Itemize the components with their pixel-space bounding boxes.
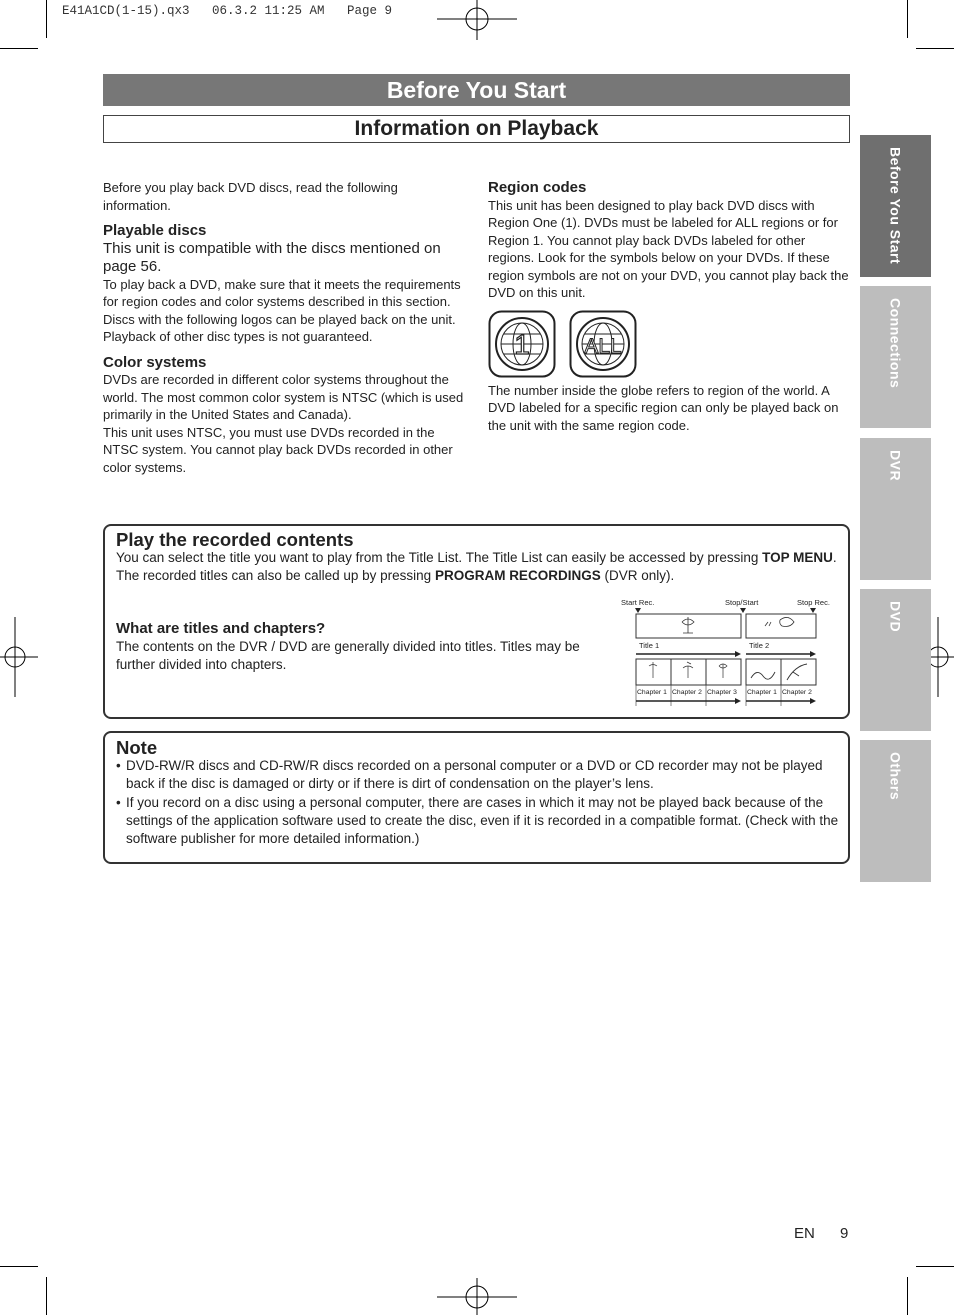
playable-discs-heading: Playable discs [103,222,207,239]
registration-mark-icon [0,617,40,697]
page-number: 9 [840,1225,849,1242]
tab-label: DVD [887,601,904,633]
play-recorded-contents-box [103,524,850,719]
tab-others[interactable] [860,740,931,882]
footer-language: EN [794,1225,815,1242]
titles-chapters-body: The contents on the DVR / DVD are generally divided into titles. Titles may be further divided into chapters. [116,639,580,672]
tab-before-you-start[interactable] [860,135,931,277]
region-all-logo-icon [569,310,637,378]
stop-start-label: Stop/Start [725,598,759,607]
start-rec-label: Start Rec. [621,598,655,607]
titles-chapters-heading: What are titles and chapters? [116,620,326,637]
crop-mark [46,0,47,38]
right-column [488,179,850,434]
tab-dvr[interactable] [860,438,931,580]
region-codes-body: This unit has been designed to play back DVD discs with Region One (1). DVDs must be labeled for ALL regions or for Region 1. You cannot play back DVDs labeled for other regions. Look for the symbols below on your DVDs. If these region symbols are not on your DVD, you cannot play back the DVD on this unit. [488,197,849,300]
tab-label: Before You Start [887,147,904,265]
title-1-label: Title 1 [639,641,660,650]
tab-label: Others [887,752,904,801]
titles-chapters-text [116,620,606,674]
chapter-label: Chapter 2 [782,689,812,696]
playable-discs-body: To play back a DVD, make sure that it meets the requirements for region codes and color systems described in this section. Discs with the following logos can be played back on the unit. Playback of other disc types is not guaranteed. [103,276,461,344]
note-item: • DVD-RW/R discs and CD-RW/R discs recorded on a personal computer or a DVD or CD recorder may not be played back if the disc is damaged or dirty or if there is dirt of condensation on the player’s lens. [116,757,842,793]
registration-mark-icon [437,1278,517,1315]
crop-mark [0,1266,38,1267]
crop-mark [907,0,908,38]
play-box-text-run: The recorded titles can also be called up by pressing [116,568,435,583]
play-box-text-run: . [832,550,837,565]
title-2-label: Title 2 [749,641,770,650]
chapter-label: Chapter 1 [747,689,777,696]
stop-rec-label: Stop Rec. [797,598,830,607]
top-menu-label: TOP MENU [762,550,833,565]
chapter-label: Chapter 1 [637,689,667,696]
crop-mark [916,48,954,49]
color-systems-body: This unit uses NTSC, you must use DVDs recorded in the NTSC system. You cannot play back DVDs recorded in other color systems. [103,424,453,475]
color-systems-body: DVDs are recorded in different color systems throughout the world. The most common color system is NTSC (which is used primarily in the United States and Canada). [103,372,464,422]
region-codes-note: The number inside the globe refers to region of the world. A DVD labeled for a specific region can only be played back on the unit with the same region code. [488,382,839,433]
intro-text: Before you play back DVD discs, read the following information. [103,180,398,213]
region-1-logo-text: 1 [514,328,530,360]
region-1-logo-icon [488,310,556,378]
program-recordings-label: PROGRAM RECORDINGS [434,568,601,583]
crop-mark [907,1277,908,1315]
play-box-heading: Play the recorded contents [116,529,354,550]
titles-chapters-diagram [615,596,840,711]
note-item: • If you record on a disc using a personal computer, there are cases in which it may not be played back because of the settings of the application software used to create the disc, even if it is recorded in a compatible format. (Check with the software publisher for more detailed information.) [116,794,842,849]
play-box-text-run: (DVR only). [600,568,675,583]
play-box-paragraph [116,549,844,567]
play-box-text [116,531,844,585]
crop-mark [0,48,38,49]
region-logos [488,310,850,378]
registration-mark-icon [437,0,517,40]
note-box-content [116,739,842,848]
page-title: Information on Playback [103,115,850,143]
tab-connections[interactable] [860,286,931,428]
crop-mark [916,1266,954,1267]
play-box-paragraph [116,567,844,585]
playable-discs-lead: This unit is compatible with the discs mentioned on page 56. [103,239,441,275]
tab-label: Connections [887,298,904,389]
left-column [103,179,468,476]
print-slug: E41A1CD(1-15).qx3 06.3.2 11:25 AM Page 9 [62,4,393,18]
chapter-label: Chapter 3 [707,689,737,696]
region-codes-heading: Region codes [488,179,587,196]
tab-dvd[interactable] [860,589,931,731]
note-heading: Note [116,737,158,758]
crop-mark [46,1277,47,1315]
note-list [116,757,842,848]
note-box [103,731,850,864]
play-box-text-run: You can select the title you want to play from the Title List. The Title List can easily be accessed by pressing [116,550,763,565]
color-systems-heading: Color systems [103,353,207,371]
section-title: Before You Start [103,74,850,106]
tab-label: DVR [887,450,904,482]
region-all-logo-text: ALL [584,334,622,358]
chapter-label: Chapter 2 [672,689,702,696]
